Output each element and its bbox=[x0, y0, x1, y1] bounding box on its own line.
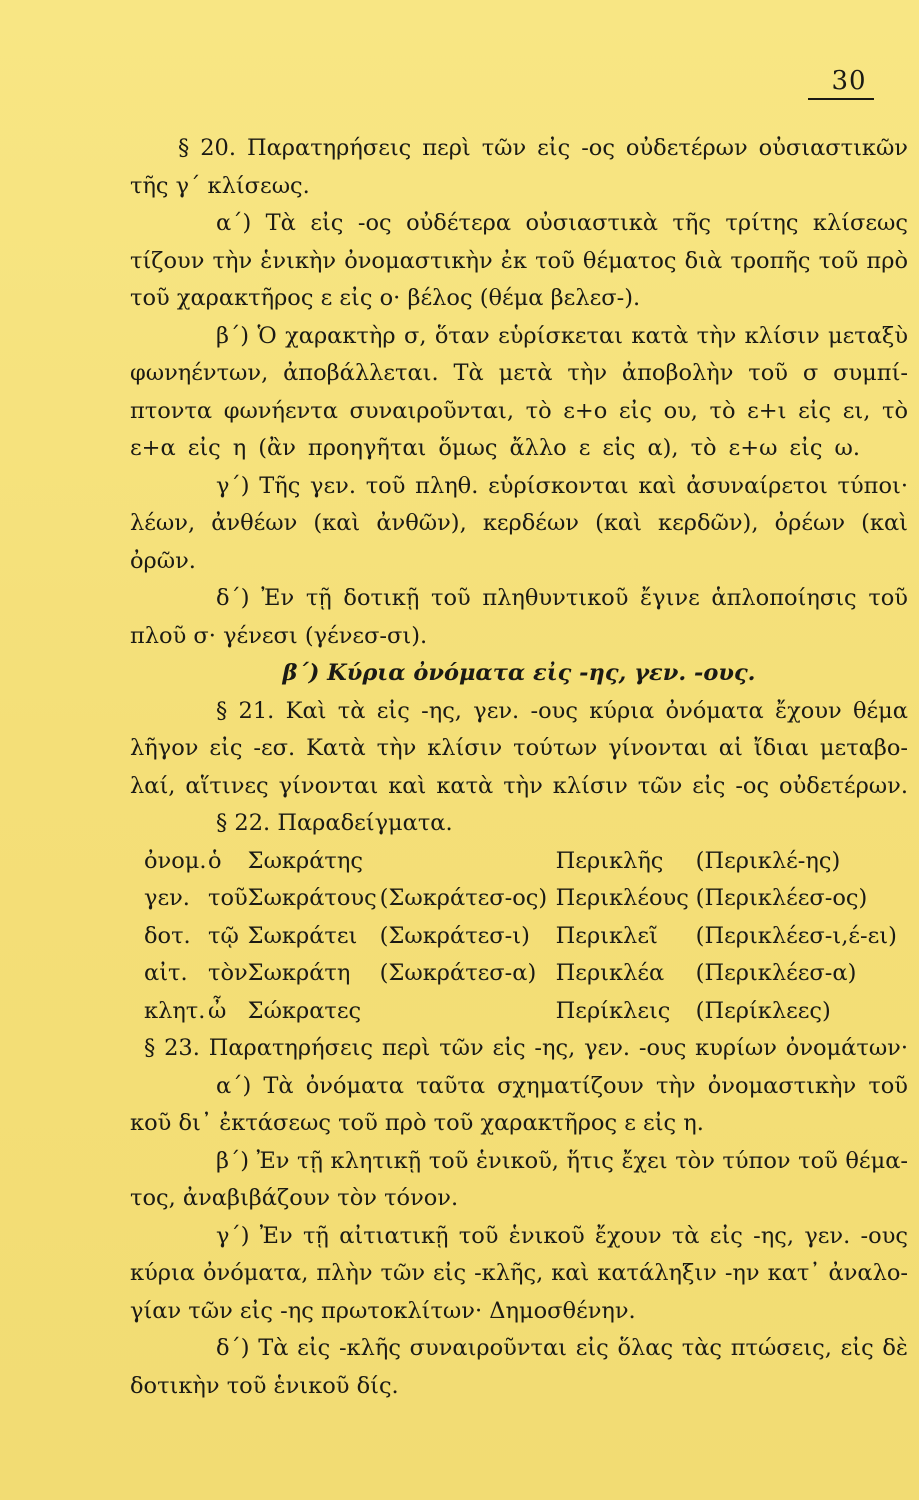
subheading: β΄) Κύρια ὀνόματα εἰς -ης, γεν. -ους. bbox=[282, 660, 756, 686]
text-line: τῆς γ΄ κλίσεως. bbox=[130, 172, 310, 199]
table-cell: (Περικλέεσ-ος) bbox=[695, 885, 868, 911]
table-cell: Περικλεῖ bbox=[555, 922, 658, 949]
table-cell: αἰτ. bbox=[144, 960, 188, 986]
text-line: γ΄) Τῆς γεν. τοῦ πληθ. εὑρίσκονται καὶ ἀσυναίρετοι τύποι· bbox=[216, 472, 908, 499]
page-text bbox=[130, 130, 908, 1405]
text-line: β΄) Ἐν τῇ κλητικῇ τοῦ ἑνικοῦ, ἥτις ἔχει τὸν τύπον τοῦ θέμα- bbox=[216, 1147, 908, 1174]
text-line: τίζουν τὴν ἑνικὴν ὀνομαστικὴν ἐκ τοῦ θέματος διὰ τροπῆς τοῦ πρὸ bbox=[130, 247, 908, 274]
text-line: γ΄) Ἐν τῇ αἰτιατικῇ τοῦ ἑνικοῦ ἔχουν τὰ εἰς -ης, γεν. -ους bbox=[216, 1222, 908, 1249]
text-line: λαί, αἵτινες γίνονται καὶ κατὰ τὴν κλίσιν τῶν εἰς -ος οὐδετέρων. bbox=[130, 772, 908, 799]
text-line: πλοῦ σ· γένεσι (γένεσ-σι). bbox=[130, 622, 428, 649]
text-line: ὀρῶν. bbox=[130, 547, 196, 574]
table-cell: Περικλῆς bbox=[555, 847, 664, 874]
section-23-heading: § 23. Παρατηρήσεις περὶ τῶν εἰς -ης, γεν. -ους κυρίων ὀνομάτων· bbox=[144, 1035, 908, 1061]
text-line: δ΄) Ἐν τῇ δοτικῇ τοῦ πληθυντικοῦ ἔγινε ἁπλοποίησις τοῦ bbox=[216, 585, 908, 611]
table-cell: (Περικλέ-ης) bbox=[695, 847, 841, 874]
section-22-heading: § 22. Παραδείγματα. bbox=[216, 810, 453, 836]
text-line: τος, ἀναβιβάζουν τὸν τόνον. bbox=[130, 1185, 459, 1211]
table-row bbox=[144, 843, 897, 881]
table-cell: Σωκράτη bbox=[247, 960, 351, 986]
paradigm-table bbox=[144, 843, 897, 1031]
table-cell: γεν. bbox=[144, 885, 190, 911]
page-number: 30 bbox=[831, 66, 867, 96]
section-21-text: § 21. Καὶ τὰ εἰς -ης, γεν. -ους κύρια ὀνόματα ἔχουν θέμα bbox=[216, 697, 908, 724]
text-line: λέων, ἀνθέων (καὶ ἀνθῶν), κερδέων (καὶ κερδῶν), ὀρέων (καὶ bbox=[130, 510, 908, 536]
text-line: δοτικὴν τοῦ ἑνικοῦ δίς. bbox=[130, 1372, 399, 1399]
table-cell: (Σωκράτεσ-α) bbox=[379, 960, 537, 986]
table-cell: ὁ bbox=[208, 847, 222, 874]
table-cell bbox=[380, 843, 556, 881]
table-cell: τοῦ bbox=[208, 885, 248, 911]
table-cell: Περίκλεις bbox=[555, 997, 671, 1024]
text-line: γίαν τῶν εἰς -ης πρωτοκλίτων· Δημοσθένην. bbox=[130, 1297, 636, 1324]
table-cell: (Περικλέεσ-ι,έ-ει) bbox=[695, 922, 897, 949]
table-cell: (Σωκράτεσ-ι) bbox=[379, 922, 530, 949]
text-line: κοῦ δι᾽ ἐκτάσεως τοῦ πρὸ τοῦ χαρακτῆρος ε εἰς η. bbox=[130, 1110, 704, 1136]
table-cell: Σώκρατες bbox=[247, 997, 362, 1024]
table-row bbox=[144, 993, 897, 1031]
table-cell: (Περικλέεσ-α) bbox=[695, 960, 857, 986]
text-line: λῆγον εἰς -εσ. Κατὰ τὴν κλίσιν τούτων γίνονται αἱ ἴδιαι μεταβο- bbox=[130, 735, 908, 761]
text-line: ε+α εἰς η (ἂν προηγῆται ὅμως ἄλλο ε εἰς α), τὸ ε+ω εἰς ω. bbox=[130, 435, 860, 461]
table-cell: ὀνομ. bbox=[144, 847, 207, 874]
table-cell: κλητ. bbox=[144, 997, 206, 1024]
table-row bbox=[144, 955, 897, 993]
text-line: φωνηέντων, ἀποβάλλεται. Τὰ μετὰ τὴν ἀποβολὴν τοῦ σ συμπί- bbox=[130, 360, 908, 386]
table-cell: (Περίκλεες) bbox=[695, 997, 831, 1024]
text-line: κύρια ὀνόματα, πλὴν τῶν εἰς -κλῆς, καὶ κατάληξιν -ην κατ᾽ ἀναλο- bbox=[130, 1260, 908, 1286]
table-cell: Σωκράτους bbox=[247, 885, 377, 911]
table-cell: ὦ bbox=[208, 997, 227, 1024]
table-cell: Σωκράτει bbox=[247, 922, 358, 949]
text-line: β΄) Ὁ χαρακτὴρ σ, ὅταν εὑρίσκεται κατὰ τὴν κλίσιν μεταξὺ bbox=[216, 322, 908, 349]
table-cell: (Σωκράτεσ-ος) bbox=[379, 885, 548, 911]
table-row bbox=[144, 918, 897, 956]
table-cell: δοτ. bbox=[144, 922, 191, 949]
table-cell: Σωκράτης bbox=[247, 847, 363, 874]
page-number-rule bbox=[808, 98, 874, 100]
section-20-heading: § 20. Παρατηρήσεις περὶ τῶν εἰς -ος οὐδετέρων οὐσιαστικῶν bbox=[178, 135, 908, 161]
table-cell bbox=[380, 993, 556, 1031]
text-line: τοῦ χαρακτῆρος ε εἰς ο· βέλος (θέμα βελεσ-). bbox=[130, 285, 641, 311]
text-line: πτοντα φωνήεντα συναιροῦνται, τὸ ε+ο εἰς ου, τὸ ε+ι εἰς ει, τὸ bbox=[130, 397, 908, 424]
text-line: α΄) Τὰ ὀνόματα ταῦτα σχηματίζουν τὴν ὀνομαστικὴν τοῦ bbox=[216, 1072, 908, 1099]
text-line: δ΄) Τὰ εἰς -κλῆς συναιροῦνται εἰς ὅλας τὰς πτώσεις, εἰς δὲ bbox=[216, 1335, 908, 1361]
table-cell: Περικλέα bbox=[555, 960, 665, 986]
table-cell: τὸν bbox=[208, 960, 248, 986]
table-row bbox=[144, 880, 897, 918]
text-line: α΄) Τὰ εἰς -ος οὐδέτερα οὐσιαστικὰ τῆς τρίτης κλίσεως bbox=[216, 210, 908, 236]
table-cell: Περικλέους bbox=[555, 885, 689, 911]
table-cell: τῷ bbox=[208, 922, 239, 949]
